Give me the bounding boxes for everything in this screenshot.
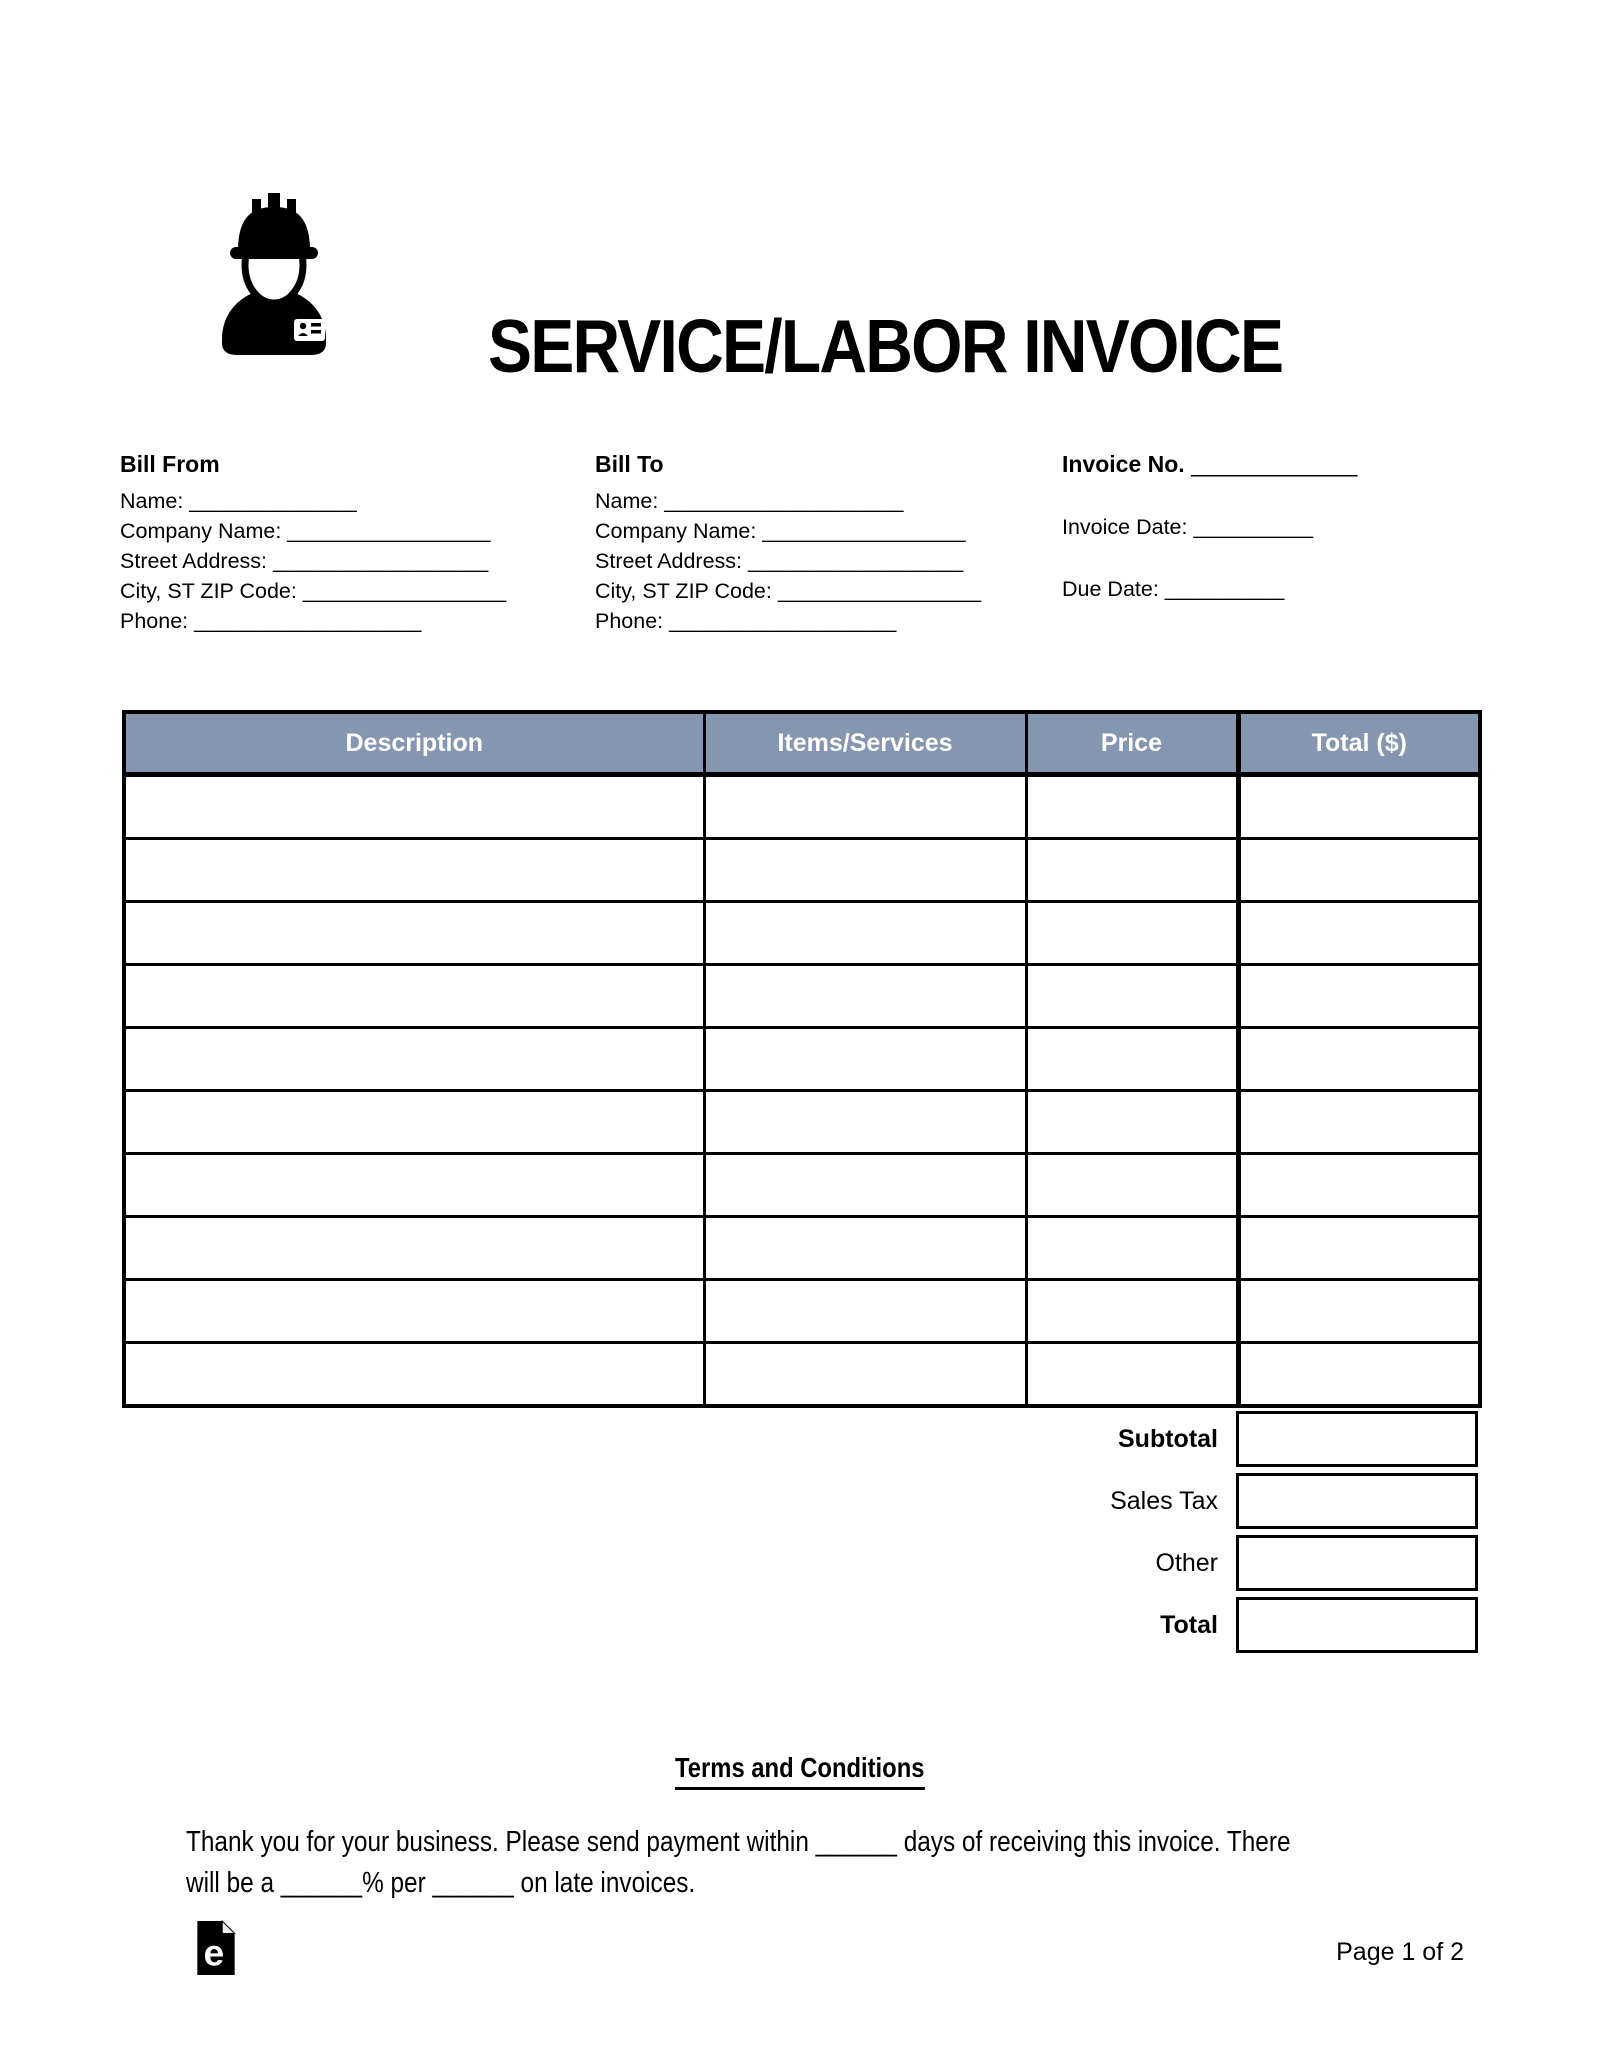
sales-tax-row (122, 1470, 1478, 1532)
construction-worker-icon (208, 193, 340, 355)
totals-summary (122, 1408, 1478, 1656)
table-cell (1026, 1217, 1238, 1280)
bill-from-company-field: Company Name: _________________ (120, 519, 491, 543)
table-row (124, 902, 1480, 965)
total-label: Total (1160, 1611, 1218, 1639)
sales-tax-label: Sales Tax (1110, 1487, 1218, 1515)
invoice-number-blank: _____________ (1184, 451, 1358, 477)
bill-to-section (595, 448, 1045, 636)
table-cell (1026, 1154, 1238, 1217)
table-cell (1238, 1028, 1480, 1091)
page-title: SERVICE/LABOR INVOICE (488, 304, 1283, 388)
table-cell (1238, 965, 1480, 1028)
eforms-logo (196, 1920, 236, 1976)
table-row (124, 1028, 1480, 1091)
svg-text:e: e (203, 1931, 225, 1974)
table-row (124, 839, 1480, 902)
table-cell (704, 1343, 1026, 1407)
invoice-number-field (1062, 448, 1512, 480)
column-header-items-services: Items/Services (704, 712, 1026, 775)
table-cell (1238, 1091, 1480, 1154)
page-number: Page 1 of 2 (1336, 1938, 1464, 1966)
subtotal-row (122, 1408, 1478, 1470)
terms-section (0, 1752, 1600, 1790)
table-cell (1238, 839, 1480, 902)
table-cell (124, 1091, 704, 1154)
table-cell (124, 902, 704, 965)
table-cell (124, 839, 704, 902)
table-cell (1026, 1280, 1238, 1343)
bill-from-city-field: City, ST ZIP Code: _________________ (120, 579, 507, 603)
column-header-total: Total ($) (1238, 712, 1480, 775)
column-header-description: Description (124, 712, 704, 775)
table-cell (124, 1343, 704, 1407)
bill-from-phone-field: Phone: ___________________ (120, 609, 422, 633)
table-cell (704, 839, 1026, 902)
other-row (122, 1532, 1478, 1594)
table-cell (1238, 1154, 1480, 1217)
table-cell (704, 1028, 1026, 1091)
table-cell (124, 1280, 704, 1343)
bill-from-street-field: Street Address: __________________ (120, 549, 489, 573)
table-cell (1238, 1280, 1480, 1343)
table-cell (704, 1091, 1026, 1154)
table-cell (1026, 839, 1238, 902)
table-cell (704, 1217, 1026, 1280)
table-cell (704, 775, 1026, 839)
invoice-meta-section (1062, 448, 1512, 604)
sales-tax-value-box (1236, 1473, 1478, 1529)
table-row (124, 1217, 1480, 1280)
other-label: Other (1155, 1549, 1218, 1577)
invoice-number-label: Invoice No. (1062, 451, 1185, 477)
table-cell (704, 1154, 1026, 1217)
due-date-field: Due Date: __________ (1062, 577, 1285, 601)
bill-to-company-field: Company Name: _________________ (595, 519, 966, 543)
table-cell (1026, 775, 1238, 839)
terms-line-1: Thank you for your business. Please send payment within ______ days of receiving this invoice. There (186, 1826, 1291, 1858)
column-header-price: Price (1026, 712, 1238, 775)
table-header-row (124, 712, 1480, 775)
bill-to-phone-field: Phone: ___________________ (595, 609, 897, 633)
table-cell (124, 965, 704, 1028)
table-cell (1238, 1217, 1480, 1280)
bill-to-city-field: City, ST ZIP Code: _________________ (595, 579, 982, 603)
bill-from-heading: Bill From (120, 451, 220, 477)
table-cell (1026, 1091, 1238, 1154)
table-cell (704, 1280, 1026, 1343)
invoice-date-field: Invoice Date: __________ (1062, 515, 1314, 539)
table-cell (1026, 965, 1238, 1028)
other-value-box (1236, 1535, 1478, 1591)
terms-paragraph (186, 1822, 1501, 1904)
total-value-box (1236, 1597, 1478, 1653)
table-cell (124, 1028, 704, 1091)
table-cell (1026, 1343, 1238, 1407)
table-cell (1238, 775, 1480, 839)
table-cell (124, 1217, 704, 1280)
total-row (122, 1594, 1478, 1656)
table-cell (704, 902, 1026, 965)
table-row (124, 1280, 1480, 1343)
table-row (124, 1154, 1480, 1217)
subtotal-label: Subtotal (1118, 1425, 1218, 1453)
table-cell (1026, 1028, 1238, 1091)
bill-to-name-field: Name: ____________________ (595, 489, 904, 513)
table-row (124, 1091, 1480, 1154)
table-row (124, 775, 1480, 839)
terms-heading: Terms and Conditions (675, 1752, 924, 1790)
subtotal-value-box (1236, 1411, 1478, 1467)
terms-line-2: will be a ______% per ______ on late invoices. (186, 1867, 696, 1899)
table-cell (704, 965, 1026, 1028)
bill-to-heading: Bill To (595, 451, 664, 477)
bill-from-section (120, 448, 570, 636)
table-row (124, 1343, 1480, 1407)
table-cell (1238, 902, 1480, 965)
table-cell (1238, 1343, 1480, 1407)
bill-from-name-field: Name: ______________ (120, 489, 357, 513)
table-cell (124, 775, 704, 839)
bill-to-street-field: Street Address: __________________ (595, 549, 964, 573)
line-items-table (122, 710, 1482, 1408)
table-row (124, 965, 1480, 1028)
table-cell (124, 1154, 704, 1217)
table-cell (1026, 902, 1238, 965)
